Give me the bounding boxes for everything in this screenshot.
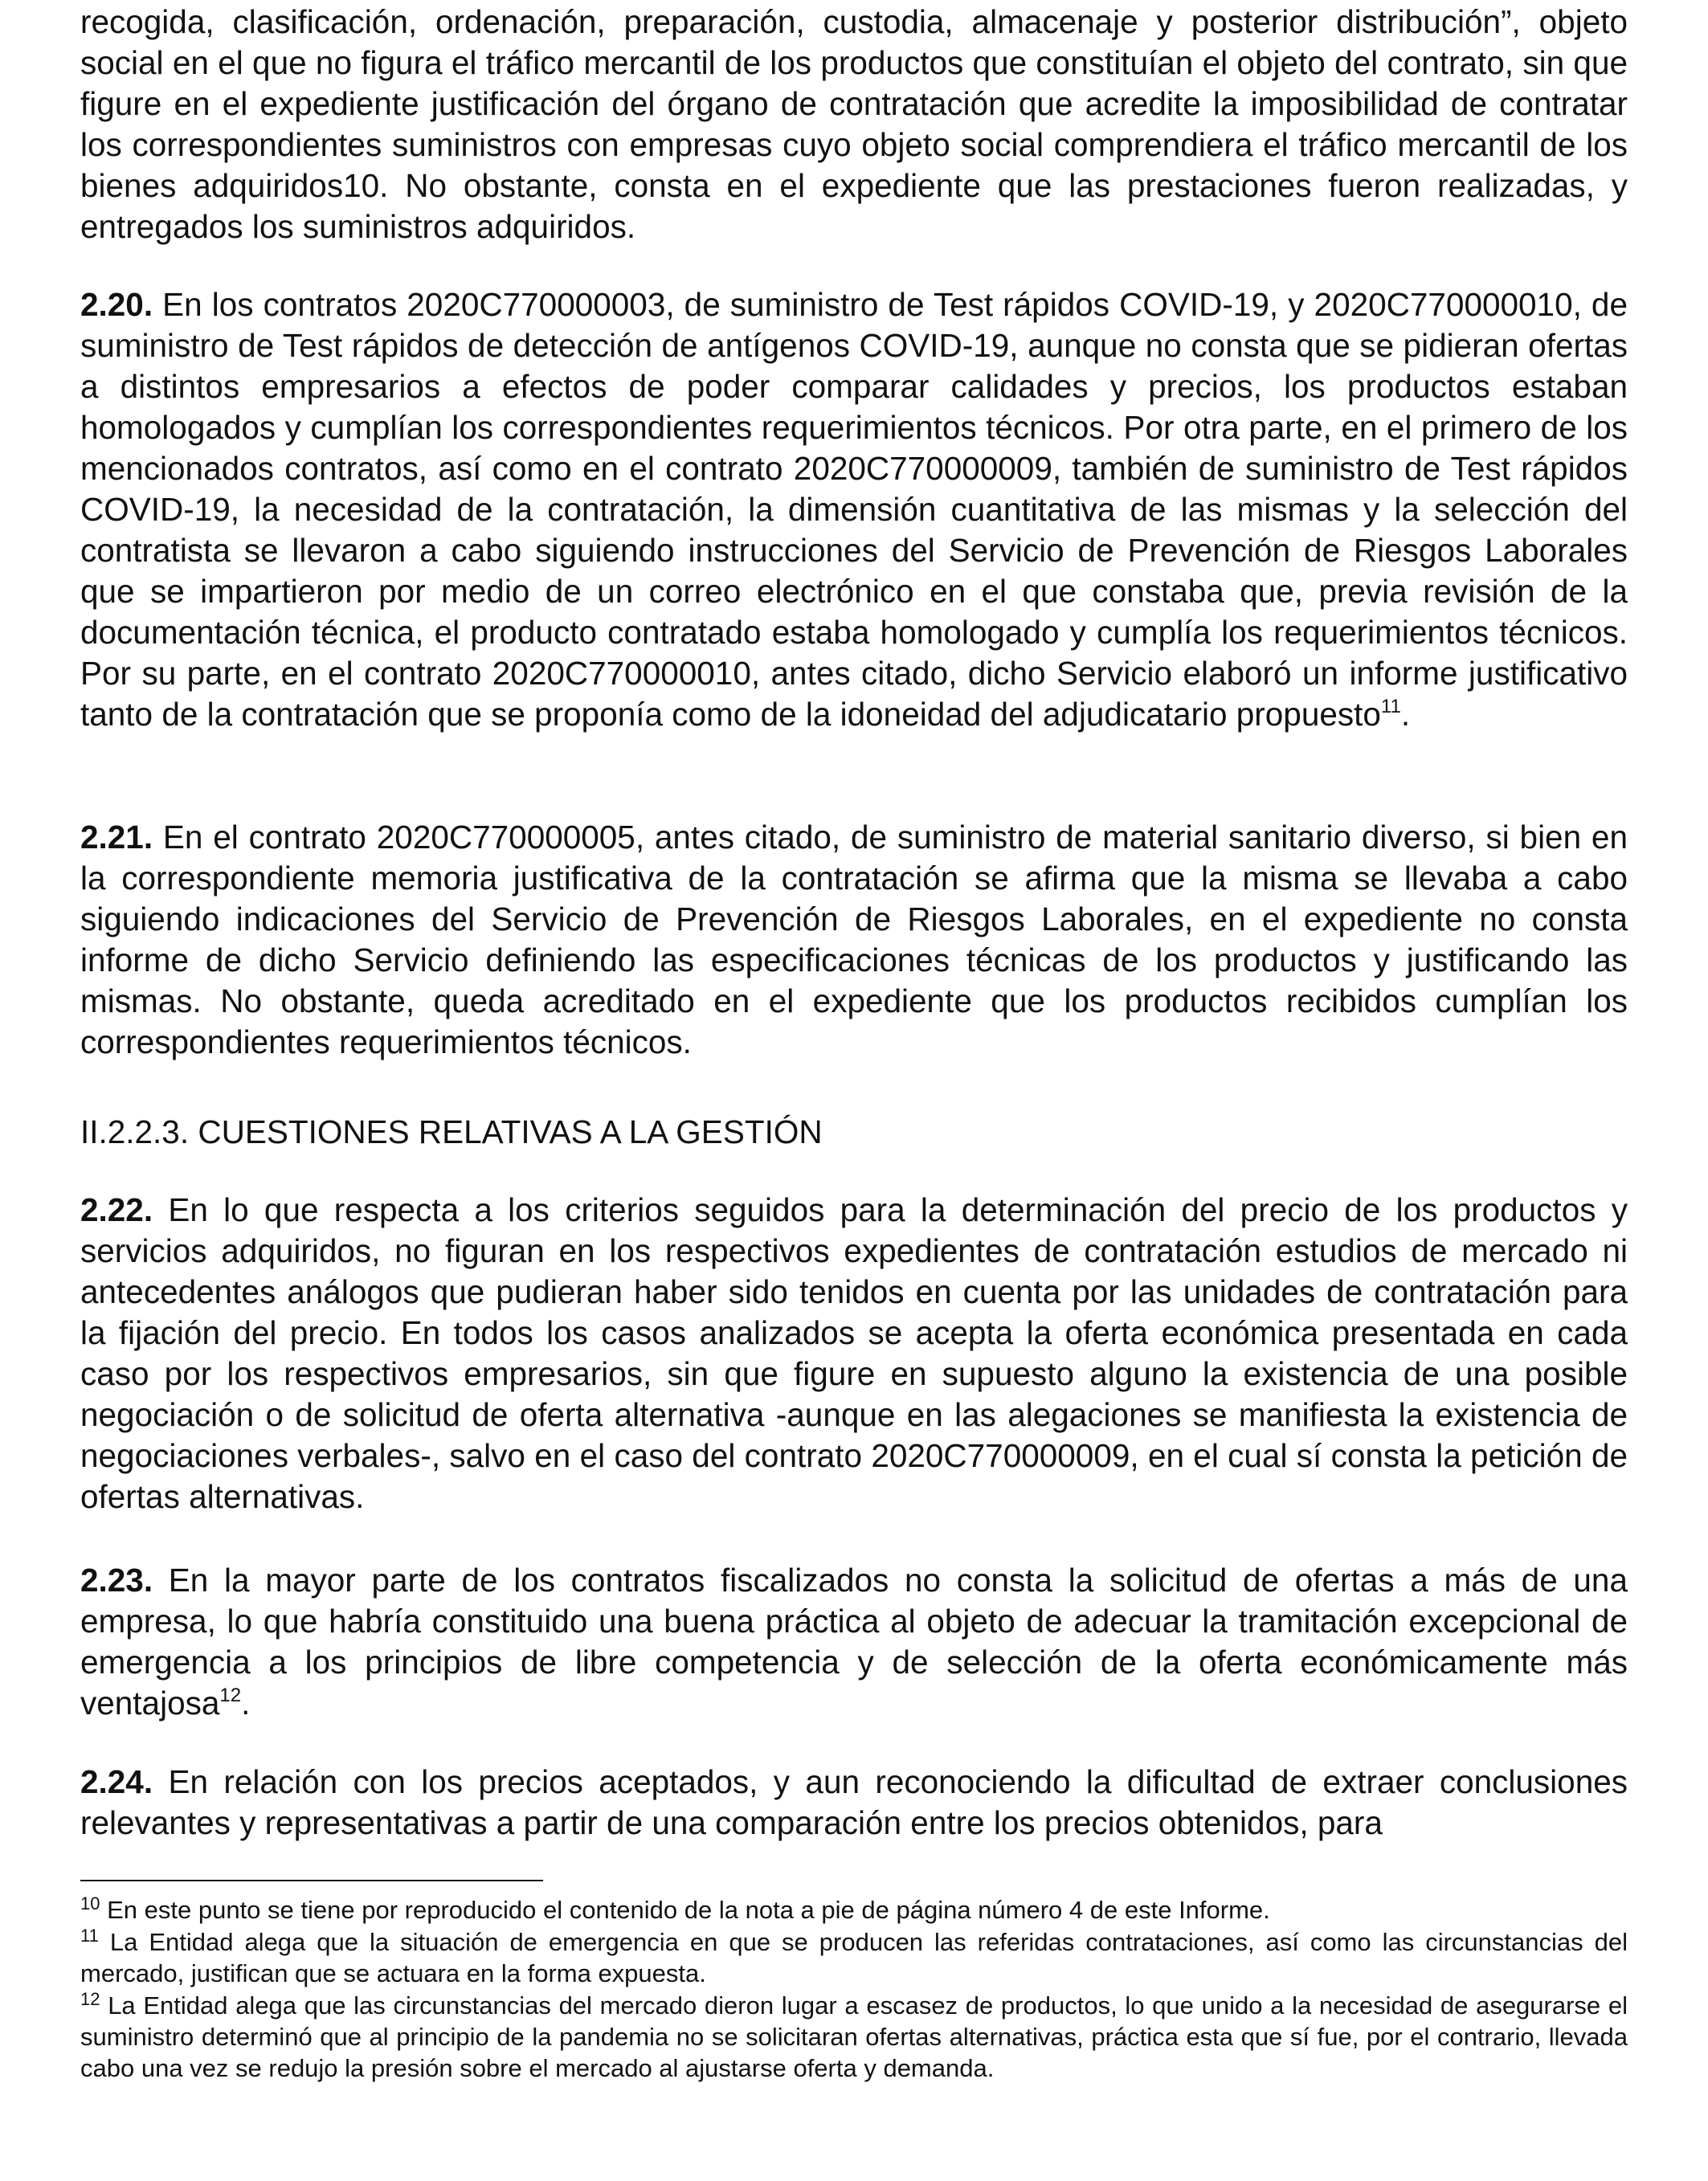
footnote-10 (80, 1894, 1628, 1926)
footnote-separator (80, 1880, 543, 1881)
paragraph-continuation (80, 2, 1628, 247)
paragraph-2-21 (80, 817, 1628, 1063)
paragraph-text: En los contratos 2020C770000003, de suministro de Test rápidos COVID-19, y 2020C770000010, de suministro de Test rápidos de detección de antígenos COVID-19, aunque no consta que se pidieran ofertas a distintos empresarios a efectos de poder comparar calidades y precios, los productos estaban homologados y cumplían los correspondientes requerimientos técnicos. Por otra parte, en el primero de los mencionados contratos, así como en el contrato 2020C770000009, también de suministro de Test rápidos COVID-19, la necesidad de la contratación, la dimensión cuantitativa de las mismas y la selección del contratista se llevaron a cabo siguiendo instrucciones del Servicio de Prevención de Riesgos Laborales que se impartieron por medio de un correo electrónico en el que constaba que, previa revisión de la documentación técnica, el producto contratado estaba homologado y cumplía los requerimientos técnicos. Por su parte, en el contrato 2020C770000010, antes citado, dicho Servicio elaboró un informe justificativo tanto de la contratación que se proponía como de la idoneidad del adjudicatario propuesto (80, 286, 1628, 733)
footnote-11 (80, 1926, 1628, 1989)
footnote-mark: 10 (80, 1893, 100, 1913)
footnote-ref-11: 11 (1380, 696, 1401, 717)
paragraph-text: recogida, clasificación, ordenación, preparación, custodia, almacenaje y posterior distribución”, objeto social en el que no figura el tráfico mercantil de los productos que constituían el objeto del contrato, sin que figure en el expediente justificación del órgano de contratación que acredite la imposibilidad de contratar los correspondientes suministros con empresas cuyo objeto social comprendiera el tráfico mercantil de los bienes adquiridos10. No obstante, consta en el expediente que las prestaciones fueron realizadas, y entregados los suministros adquiridos. (80, 3, 1628, 245)
paragraph-end: . (241, 1685, 251, 1722)
paragraph-text: En relación con los precios aceptados, y aun reconociendo la dificultad de extraer conclusiones relevantes y representativas a partir de una comparación entre los precios obtenidos, para (80, 1763, 1628, 1841)
footnote-mark: 12 (80, 1989, 100, 2009)
paragraph-number: 2.21. (80, 819, 153, 856)
paragraph-number: 2.22. (80, 1191, 153, 1228)
paragraph-2-20 (80, 284, 1628, 735)
paragraph-2-23 (80, 1560, 1628, 1724)
paragraph-text: En el contrato 2020C770000005, antes citado, de suministro de material sanitario diverso, si bien en la correspondiente memoria justificativa de la contratación se afirma que la misma se llevaba a cabo siguiendo indicaciones del Servicio de Prevención de Riesgos Laborales, en el expediente no consta informe de dicho Servicio definiendo las especificaciones técnicas de los productos y justificando las mismas. No obstante, queda acreditado en el expediente que los productos recibidos cumplían los correspondientes requerimientos técnicos. (80, 819, 1628, 1060)
paragraph-number: 2.20. (80, 286, 153, 323)
paragraph-end: . (1400, 696, 1411, 733)
paragraph-number: 2.24. (80, 1763, 153, 1800)
paragraph-text: En la mayor parte de los contratos fiscalizados no consta la solicitud de ofertas a más de una empresa, lo que habría constituido una buena práctica al objeto de adecuar la tramitación excepcional de emergencia a los principios de libre competencia y de selección de la oferta económicamente más ventajosa (80, 1562, 1628, 1722)
footnote-ref-12: 12 (219, 1685, 242, 1706)
footnote-mark: 11 (80, 1926, 99, 1946)
footnote-text: En este punto se tiene por reproducido el contenido de la nota a pie de página número 4 de este Informe. (107, 1896, 1270, 1924)
paragraph-2-24 (80, 1762, 1628, 1844)
footnote-12 (80, 1990, 1628, 2084)
footnote-text: La Entidad alega que la situación de emergencia en que se producen las referidas contrataciones, así como las circunstancias del mercado, justifican que se actuara en la forma expuesta. (80, 1928, 1628, 1987)
paragraph-2-22 (80, 1190, 1628, 1517)
footnote-text: La Entidad alega que las circunstancias del mercado dieron lugar a escasez de productos, lo que unido a la necesidad de asegurarse el suministro determinó que al principio de la pandemia no se solicitaran ofertas alternativas, práctica esta que sí fue, por el contrario, llevada cabo una vez se redujo la presión sobre el mercado al ajustarse oferta y demanda. (80, 1991, 1628, 2082)
paragraph-number: 2.23. (80, 1562, 153, 1599)
paragraph-text: En lo que respecta a los criterios seguidos para la determinación del precio de los productos y servicios adquiridos, no figuran en los respectivos expedientes de contratación estudios de mercado ni antecedentes análogos que pudieran haber sido tenidos en cuenta por las unidades de contratación para la fijación del precio. En todos los casos analizados se acepta la oferta económica presentada en cada caso por los respectivos empresarios, sin que figure en supuesto alguno la existencia de una posible negociación o de solicitud de oferta alternativa -aunque en las alegaciones se manifiesta la existencia de negociaciones verbales-, salvo en el caso del contrato 2020C770000009, en el cual sí consta la petición de ofertas alternativas. (80, 1191, 1628, 1515)
section-heading: II.2.2.3. CUESTIONES RELATIVAS A LA GESTIÓN (80, 1113, 823, 1150)
